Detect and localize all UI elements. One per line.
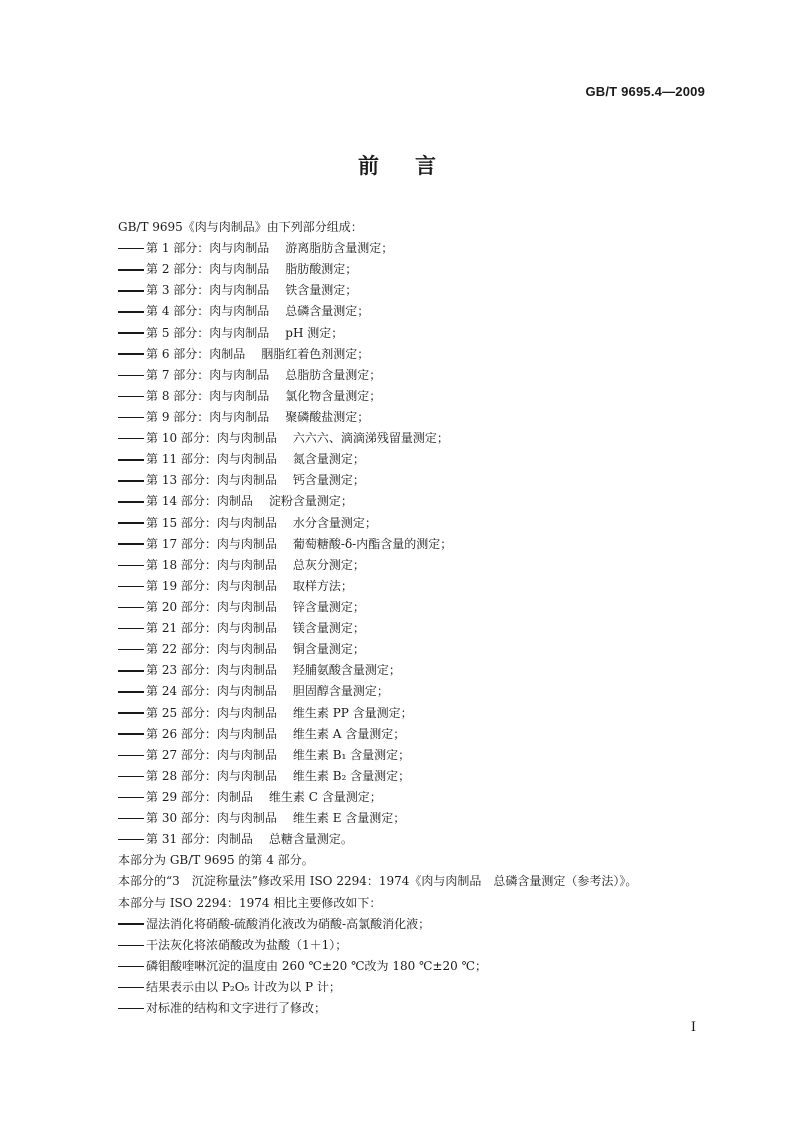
part-subject: 取样方法； bbox=[292, 578, 353, 593]
part-number: 第 30 部分：肉与肉制品 bbox=[146, 811, 277, 826]
em-dash-mark bbox=[118, 923, 144, 925]
em-dash-mark bbox=[118, 332, 144, 334]
em-dash-mark bbox=[118, 945, 144, 947]
part-subject: 维生素 C 含量测定； bbox=[268, 789, 382, 804]
part-list-item bbox=[118, 259, 718, 280]
part-list-item bbox=[118, 639, 718, 660]
part-subject: 锌含量测定； bbox=[292, 599, 365, 614]
em-dash-mark bbox=[118, 543, 144, 545]
change-text: 磷钼酸喹啉沉淀的温度由 260 ℃±20 ℃改为 180 ℃±20 ℃； bbox=[146, 958, 488, 973]
part-subject: 总灰分测定； bbox=[292, 557, 365, 572]
part-list-item bbox=[118, 407, 718, 428]
statement-adopt: 本部分的“3 沉淀称量法”修改采用 ISO 2294：1974《肉与肉制品 总磷含量测定（参考法）》。 bbox=[118, 874, 638, 889]
part-number: 第 21 部分：肉与肉制品 bbox=[146, 621, 277, 636]
part-list-item bbox=[118, 428, 718, 449]
part-list-item bbox=[118, 829, 718, 850]
part-number: 第 3 部分：肉与肉制品 bbox=[146, 283, 270, 298]
part-subject: 氯化物含量测定； bbox=[285, 388, 382, 403]
part-list-item bbox=[118, 301, 718, 322]
part-subject: 氮含量测定； bbox=[292, 452, 365, 467]
part-subject: 维生素 B₁ 含量测定； bbox=[292, 747, 411, 762]
part-subject: pH 测定； bbox=[285, 325, 344, 340]
change-list-item bbox=[118, 977, 718, 998]
part-list-item bbox=[118, 703, 718, 724]
statement-changes: 本部分与 ISO 2294：1974 相比主要修改如下： bbox=[118, 895, 382, 910]
em-dash-mark bbox=[118, 818, 144, 820]
part-number: 第 2 部分：肉与肉制品 bbox=[146, 262, 270, 277]
part-number: 第 28 部分：肉与肉制品 bbox=[146, 768, 277, 783]
em-dash-mark bbox=[118, 1008, 144, 1010]
part-number: 第 17 部分：肉与肉制品 bbox=[146, 536, 277, 551]
em-dash-mark bbox=[118, 311, 144, 313]
part-subject: 六六六、滴滴涕残留量测定； bbox=[292, 431, 449, 446]
part-list-item bbox=[118, 470, 718, 491]
part-subject: 淀粉含量测定； bbox=[268, 494, 353, 509]
em-dash-mark bbox=[118, 797, 144, 799]
part-subject: 水分含量测定； bbox=[292, 515, 377, 530]
part-list-item bbox=[118, 766, 718, 787]
part-number: 第 8 部分：肉与肉制品 bbox=[146, 388, 270, 403]
part-list-item bbox=[118, 280, 718, 301]
change-text: 结果表示由以 P₂O₅ 计改为以 P 计； bbox=[146, 979, 341, 994]
part-subject: 铁含量测定； bbox=[285, 283, 358, 298]
part-number: 第 29 部分：肉制品 bbox=[146, 789, 253, 804]
part-list-item bbox=[118, 513, 718, 534]
part-number: 第 31 部分：肉制品 bbox=[146, 832, 253, 847]
em-dash-mark bbox=[118, 459, 144, 461]
part-list-item bbox=[118, 555, 718, 576]
part-list-item bbox=[118, 238, 718, 259]
part-subject: 胭脂红着色剂测定； bbox=[261, 346, 370, 361]
intro-line: GB/T 9695《肉与肉制品》由下列部分组成： bbox=[118, 220, 363, 234]
part-number: 第 20 部分：肉与肉制品 bbox=[146, 599, 277, 614]
change-text: 对标准的结构和文字进行了修改； bbox=[146, 1001, 327, 1016]
part-list-item bbox=[118, 681, 718, 702]
part-number: 第 25 部分：肉与肉制品 bbox=[146, 705, 277, 720]
em-dash-mark bbox=[118, 733, 144, 735]
em-dash-mark bbox=[118, 522, 144, 524]
part-number: 第 4 部分：肉与肉制品 bbox=[146, 304, 270, 319]
part-number: 第 14 部分：肉制品 bbox=[146, 494, 253, 509]
change-list-item bbox=[118, 935, 718, 956]
part-list-item bbox=[118, 534, 718, 555]
page-title: 前言 bbox=[358, 154, 472, 178]
foreword-body bbox=[118, 217, 718, 1019]
part-list-item bbox=[118, 787, 718, 808]
part-subject: 铜含量测定； bbox=[292, 642, 365, 657]
change-list-item bbox=[118, 998, 718, 1019]
part-number: 第 11 部分：肉与肉制品 bbox=[146, 452, 277, 467]
part-number: 第 9 部分：肉与肉制品 bbox=[146, 409, 270, 424]
part-number: 第 13 部分：肉与肉制品 bbox=[146, 473, 277, 488]
part-subject: 脂肪酸测定； bbox=[285, 262, 358, 277]
part-subject: 葡萄糖酸-δ-内酯含量的测定； bbox=[292, 536, 453, 551]
em-dash-mark bbox=[118, 628, 144, 630]
part-list-item bbox=[118, 365, 718, 386]
em-dash-mark bbox=[118, 438, 144, 440]
em-dash-mark bbox=[118, 290, 144, 292]
part-subject: 总脂肪含量测定； bbox=[285, 367, 382, 382]
em-dash-mark bbox=[118, 501, 144, 503]
change-text: 干法灰化将浓硝酸改为盐酸（1＋1）； bbox=[146, 937, 348, 952]
part-number: 第 6 部分：肉制品 bbox=[146, 346, 246, 361]
part-number: 第 1 部分：肉与肉制品 bbox=[146, 241, 270, 256]
part-list-item bbox=[118, 323, 718, 344]
part-subject: 胆固醇含量测定； bbox=[292, 684, 389, 699]
part-number: 第 19 部分：肉与肉制品 bbox=[146, 578, 277, 593]
em-dash-mark bbox=[118, 248, 144, 250]
em-dash-mark bbox=[118, 565, 144, 567]
em-dash-mark bbox=[118, 396, 144, 398]
change-list-item bbox=[118, 914, 718, 935]
em-dash-mark bbox=[118, 417, 144, 419]
part-subject: 游离脂肪含量测定； bbox=[285, 241, 394, 256]
statement-part: 本部分为 GB/T 9695 的第 4 部分。 bbox=[118, 853, 314, 868]
part-subject: 维生素 E 含量测定； bbox=[292, 811, 406, 826]
part-subject: 羟脯氨酸含量测定； bbox=[292, 663, 401, 678]
change-list-item bbox=[118, 956, 718, 977]
em-dash-mark bbox=[118, 776, 144, 778]
part-list-item bbox=[118, 491, 718, 512]
part-subject: 钙含量测定； bbox=[292, 473, 365, 488]
part-list-item bbox=[118, 618, 718, 639]
part-number: 第 10 部分：肉与肉制品 bbox=[146, 431, 277, 446]
em-dash-mark bbox=[118, 269, 144, 271]
em-dash-mark bbox=[118, 691, 144, 693]
part-subject: 镁含量测定； bbox=[292, 621, 365, 636]
part-subject: 维生素 B₂ 含量测定； bbox=[292, 768, 411, 783]
part-number: 第 18 部分：肉与肉制品 bbox=[146, 557, 277, 572]
part-number: 第 24 部分：肉与肉制品 bbox=[146, 684, 277, 699]
em-dash-mark bbox=[118, 649, 144, 651]
em-dash-mark bbox=[118, 670, 144, 672]
part-list-item bbox=[118, 597, 718, 618]
part-list-item bbox=[118, 808, 718, 829]
part-subject: 维生素 PP 含量测定； bbox=[292, 705, 413, 720]
part-subject: 总糖含量测定。 bbox=[268, 832, 353, 847]
part-subject: 聚磷酸盐测定； bbox=[285, 409, 370, 424]
part-number: 第 15 部分：肉与肉制品 bbox=[146, 515, 277, 530]
em-dash-mark bbox=[118, 755, 144, 757]
change-text: 湿法消化将硝酸-硫酸消化液改为硝酸-高氯酸消化液； bbox=[146, 916, 431, 931]
em-dash-mark bbox=[118, 353, 144, 355]
em-dash-mark bbox=[118, 987, 144, 989]
part-list-item bbox=[118, 724, 718, 745]
em-dash-mark bbox=[118, 586, 144, 588]
part-number: 第 5 部分：肉与肉制品 bbox=[146, 325, 270, 340]
part-list-item bbox=[118, 660, 718, 681]
standard-number: GB/T 9695.4—2009 bbox=[585, 84, 705, 99]
em-dash-mark bbox=[118, 480, 144, 482]
em-dash-mark bbox=[118, 966, 144, 968]
part-list-item bbox=[118, 576, 718, 597]
parts-list bbox=[118, 238, 718, 850]
part-list-item bbox=[118, 386, 718, 407]
em-dash-mark bbox=[118, 712, 144, 714]
em-dash-mark bbox=[118, 375, 144, 377]
part-number: 第 27 部分：肉与肉制品 bbox=[146, 747, 277, 762]
part-list-item bbox=[118, 344, 718, 365]
em-dash-mark bbox=[118, 839, 144, 841]
part-number: 第 22 部分：肉与肉制品 bbox=[146, 642, 277, 657]
em-dash-mark bbox=[118, 607, 144, 609]
page-number: I bbox=[690, 1020, 696, 1035]
part-number: 第 23 部分：肉与肉制品 bbox=[146, 663, 277, 678]
part-subject: 总磷含量测定； bbox=[285, 304, 370, 319]
part-number: 第 26 部分：肉与肉制品 bbox=[146, 726, 277, 741]
part-subject: 维生素 A 含量测定； bbox=[292, 726, 406, 741]
part-number: 第 7 部分：肉与肉制品 bbox=[146, 367, 270, 382]
changes-list bbox=[118, 914, 718, 1020]
part-list-item bbox=[118, 449, 718, 470]
part-list-item bbox=[118, 745, 718, 766]
